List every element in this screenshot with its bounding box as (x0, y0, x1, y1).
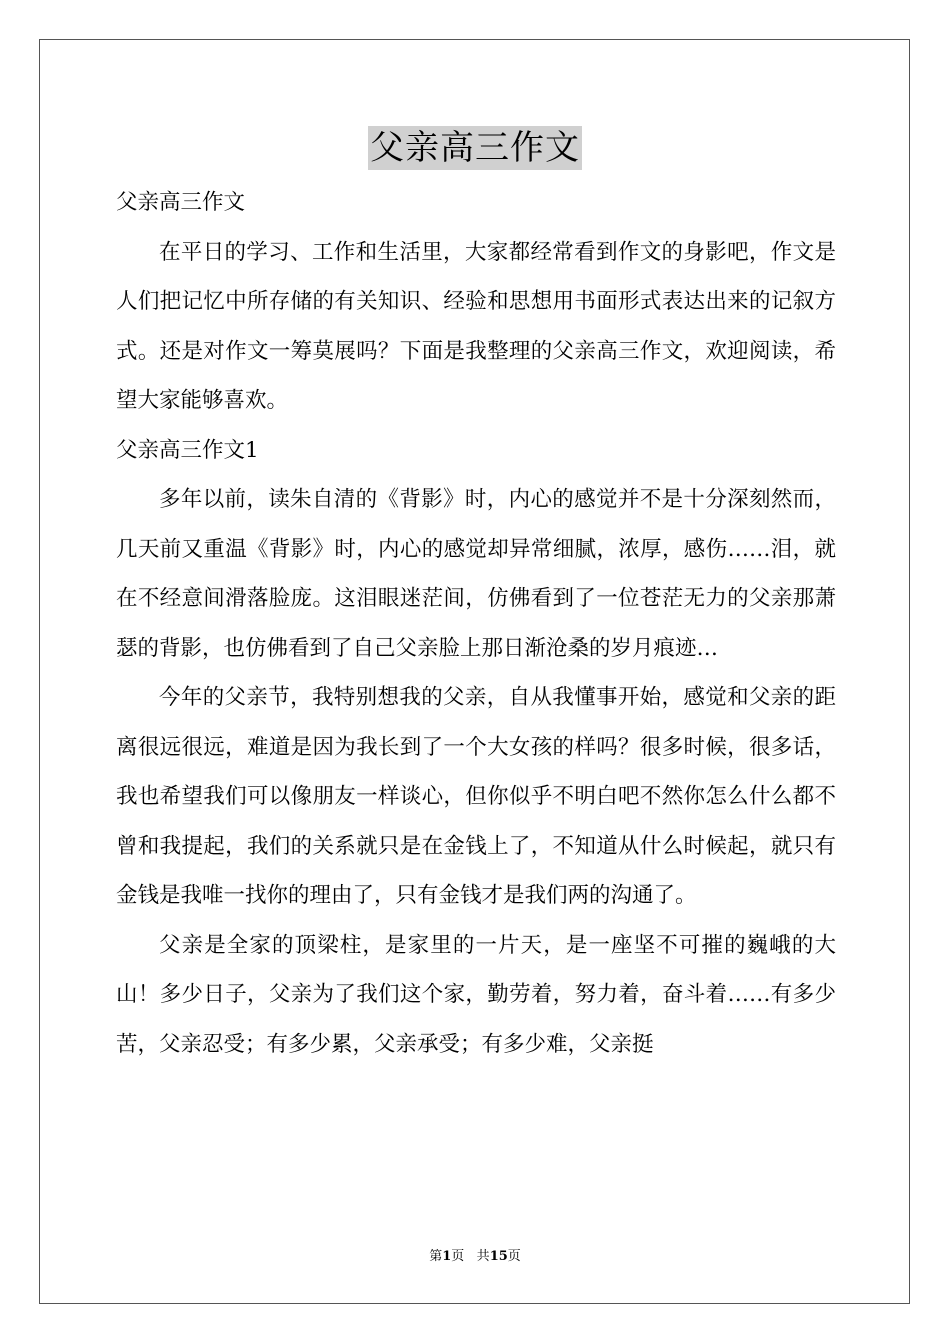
page-current: 1 (442, 1249, 452, 1264)
title-container (0, 126, 950, 170)
section-heading: 父亲高三作文1 (116, 437, 259, 463)
page-footer (0, 1247, 950, 1267)
page-suffix: 页 (451, 1249, 465, 1264)
intro-heading: 父亲高三作文 (116, 190, 246, 215)
total-prefix: 共 (476, 1249, 490, 1264)
body-paragraph-2: 今年的父亲节，我特别想我的父亲，自从我懂事开始，感觉和父亲的距离很远很远，难道是因为我长到了一个大女孩的样吗？很多时候，很多话，我也希望我们可以像朋友一样谈心，但你似乎不明白吧不然你怎么什么都不曾和我提起，我们的关系就只是在金钱上了，不知道从什么时候起，就只有金钱是我唯一找你的理由了，只有金钱才是我们两的沟通了。 (116, 685, 836, 908)
page-prefix: 第 (429, 1249, 443, 1264)
document-body (116, 178, 836, 1069)
total-suffix: 页 (507, 1249, 521, 1264)
document-title: 父亲高三作文 (370, 128, 580, 168)
intro-paragraph: 在平日的学习、工作和生活里，大家都经常看到作文的身影吧，作文是人们把记忆中所存储的有关知识、经验和思想用书面形式表达出来的记叙方式。还是对作文一筹莫展吗？下面是我整理的父亲高三作文，欢迎阅读，希望大家能够喜欢。 (116, 239, 836, 413)
page-total: 15 (489, 1249, 508, 1264)
body-paragraph-3: 父亲是全家的顶梁柱，是家里的一片天，是一座坚不可摧的巍峨的大山！多少日子，父亲为了我们这个家，勤劳着，努力着，奋斗着……有多少苦，父亲忍受；有多少累，父亲承受；有多少难，父亲挺 (116, 932, 836, 1057)
body-paragraph-1: 多年以前，读朱自清的《背影》时，内心的感觉并不是十分深刻然而，几天前又重温《背影》时，内心的感觉却异常细腻，浓厚，感伤……泪，就在不经意间滑落脸庞。这泪眼迷茫间，仿佛看到了一位苍茫无力的父亲那萧瑟的背影，也仿佛看到了自己父亲脸上那日渐沧桑的岁月痕迹… (116, 487, 836, 661)
